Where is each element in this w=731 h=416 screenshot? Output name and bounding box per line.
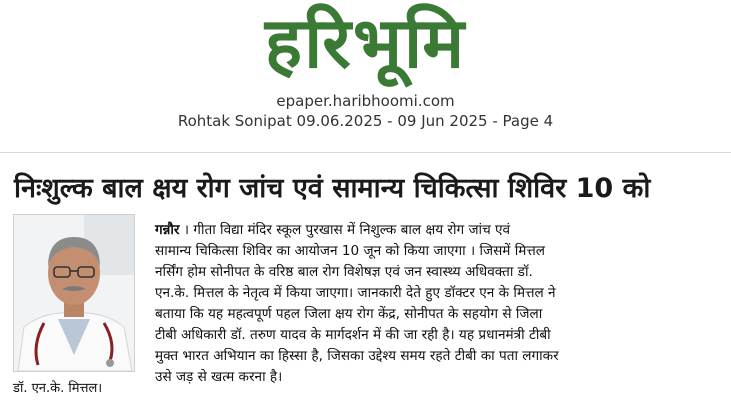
article-line: एन.के. मित्तल के नेतृत्व में किया जाएगा। जानकारी देते हुए डॉक्टर एन के मित्तल ने	[155, 285, 556, 301]
divider	[0, 152, 731, 153]
article-line: टीबी अधिकारी डॉ. तरुण यादव के मार्गदर्शन में की जा रही है। यह प्रधानमंत्री टीबी	[155, 327, 551, 343]
article-line: नर्सिंग होम सोनीपत के वरिष्ठ बाल रोग विशेषज्ञ एवं जन स्वास्थ्य अधिवक्ता डॉ.	[155, 264, 533, 280]
article-line: मुक्त भारत अभियान का हिस्सा है, जिसका उद्देश्य समय रहते टीबी का पता लगाकर	[155, 348, 559, 364]
photo-block	[13, 214, 141, 404]
masthead	[0, 0, 731, 92]
newspaper-logo: हरिभूमि	[264, 2, 467, 84]
article-line: उसे जड़ से खत्म करना है।	[155, 369, 283, 385]
article-line	[155, 220, 720, 241]
article-line-text: । गीता विद्या मंदिर स्कूल पुरखास में निशुल्क बाल क्षय रोग जांच एवं	[183, 222, 511, 238]
article-headline: निःशुल्क बाल क्षय रोग जांच एवं सामान्य चिकित्सा शिविर 10 को	[14, 173, 651, 204]
article-line: सामान्य चिकित्सा शिविर का आयोजन 10 जून को किया जाएगा । जिसमें मित्तल	[155, 243, 546, 259]
article-line: बताया कि यह महत्वपूर्ण पहल जिला क्षय रोग केंद्र, सोनीपत के सहयोग से जिला	[155, 306, 543, 322]
portrait-image	[14, 215, 134, 371]
doctor-photo	[13, 214, 135, 372]
dateline: गन्नौर	[155, 222, 180, 238]
article-body	[155, 220, 720, 388]
photo-caption: डॉ. एन.के. मित्तल।	[13, 381, 103, 396]
edition-info: Rohtak Sonipat 09.06.2025 - 09 Jun 2025 - Page 4	[177, 112, 554, 130]
source-url: epaper.haribhoomi.com	[276, 92, 455, 110]
